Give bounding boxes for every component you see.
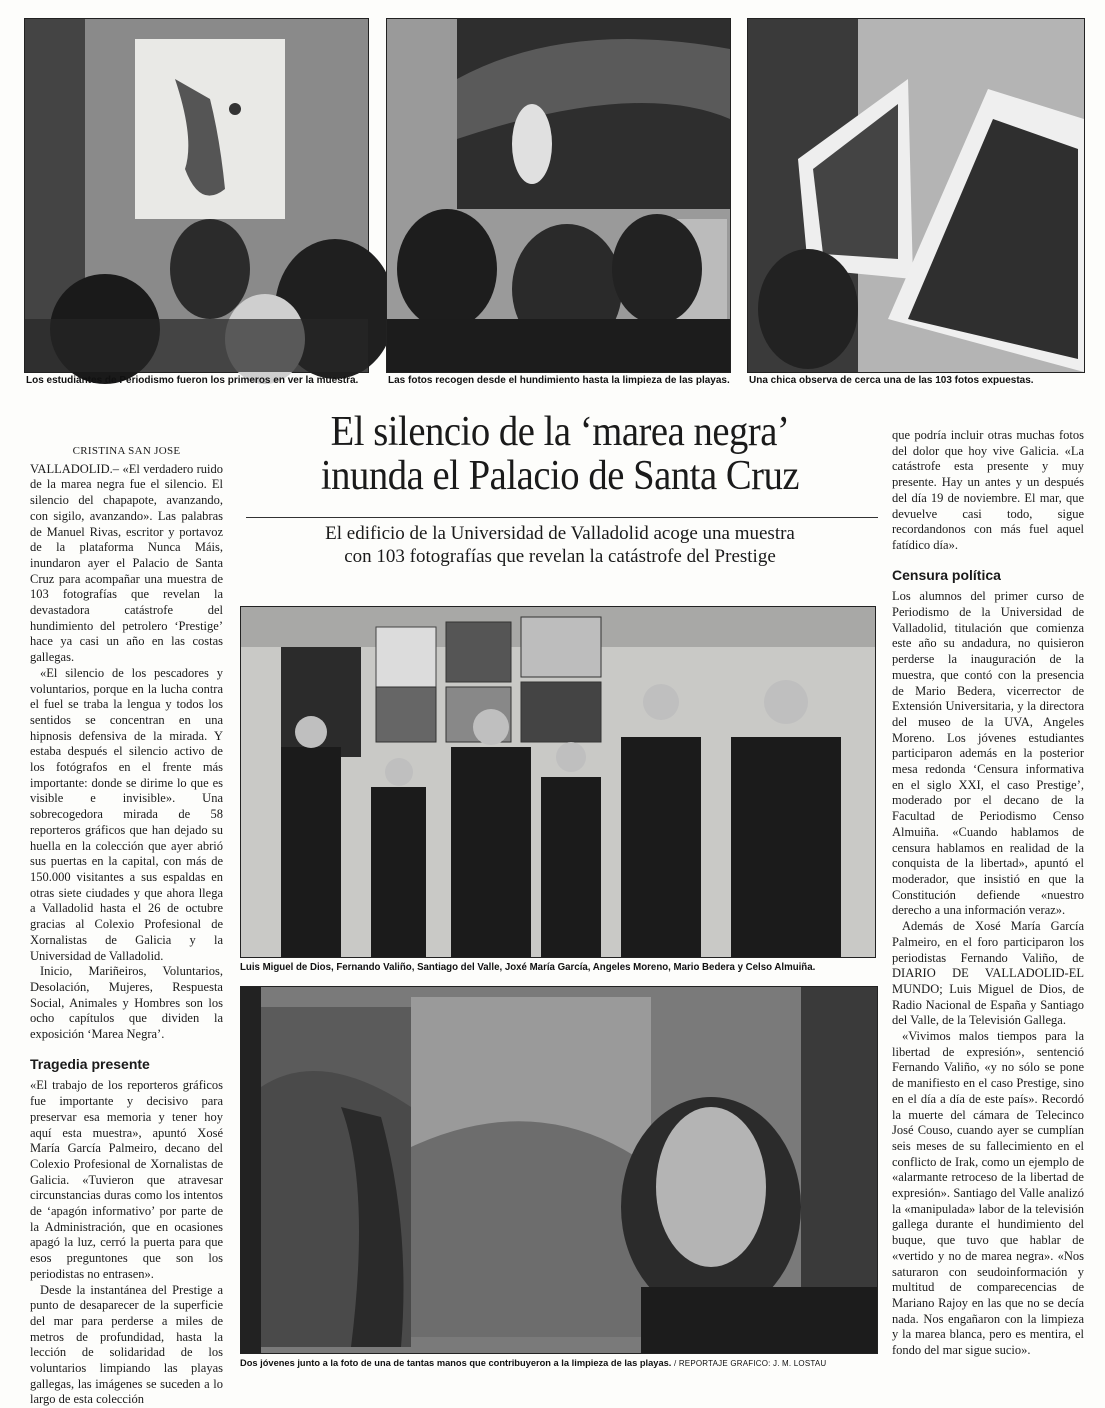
- photo-officials: [240, 606, 876, 958]
- subhead-tragedia: Tragedia presente: [30, 1055, 150, 1072]
- photo-exhibition: [386, 18, 731, 373]
- paragraph-3: Inicio, Mariñeiros, Voluntarios, Desolación, Mujeres, Respuesta Social, Animales y Hombres son los ocho capítulos que dividen la exposición ‘Marea Negra’.: [30, 964, 223, 1042]
- subtitle: [240, 522, 880, 568]
- photo-girl-observing: [747, 18, 1085, 373]
- paragraph-6: que podría incluir otras muchas fotos del dolor que hoy vive Galicia. «La catástrofe esta presente y muy presente. Hay un antes y un después del día 19 de noviembre. El mar, que devuelve casi todo, sigue recordandonos con más fuel aquel fatídico día».: [892, 428, 1084, 552]
- headline-line-1: El silencio de la ‘marea negra’: [330, 409, 790, 455]
- article-column-3: [892, 428, 1084, 1380]
- byline: CRISTINA SAN JOSE: [72, 445, 181, 457]
- headline-line-2: inunda el Palacio de Santa Cruz: [320, 453, 800, 499]
- paragraph-7: Los alumnos del primer curso de Periodismo de la Universidad de Valladolid, titulación que comienza este año su andadura, no quisieron perderse la inauguración de la muestra, que contó con la presencia de Mario Bedera, vicerrector de Extensión Universitaria, y la directora del museo de la UVA, Angeles Moreno. Los jóvenes estudiantes participaron además en la posterior mesa redonda ‘Censura informativa en el siglo XXI, el caso Prestige’, moderado por el decano de la Facultad de Periodismo Censo Almuiña. «Cuando hablamos de censura hablamos en realidad de la conquista de la libertad», apuntó el moderador, que insistió en que la Constitución defiende «nuestro derecho a una información veraz».: [892, 589, 1084, 918]
- caption-photo-1: Los estudiantes de Periodismo fueron los primeros en ver la muestra.: [26, 375, 359, 386]
- headline-rule: [246, 517, 878, 518]
- paragraph-5: Desde la instantánea del Prestige a punto de desaparecer de la superficie del mar para perderse a miles de metros de profundidad, hasta la lección de solidaridad de los voluntarios limpiando las playas gallegas, las imágenes se suceden a lo largo de esta colección: [30, 1282, 223, 1407]
- paragraph-8: Además de Xosé María García Palmeiro, en el foro participaron los periodistas Fernando Valiño, de DIARIO DE VALLADOLID-EL MUNDO; Luis Miguel de Dios, de Radio Nacional de España y Santiago del Valle, de la Televisión Gallega.: [892, 919, 1084, 1028]
- caption-photo-4: Luis Miguel de Dios, Fernando Valiño, Santiago del Valle, Joxé María García, Angeles Moreno, Mario Bedera y Celso Almuiña.: [240, 962, 816, 973]
- paragraph-9: «Vivimos malos tiempos para la libertad de expresión», sentenció Fernando Valiño, «y no sólo se pone de manifiesto en el caso Prestige, sino en el día a día de este país». Recordó la muerte del cámara de Telecinco José Couso, cuando ayer se cumplían seis meses de su fallecimiento en el conflicto de Irak, como un ejemplo de «alarmante retroceso de la libertad de expresión». Santiago del Valle analizó la «manipulada» labor de la televisión gallega durante el hundimiento del buque, que tuvo que hablar de «vertido y no de marea negra». «Nos saturaron con seudoinformación y multitud de comparecencias de Mariano Rajoy en las que no se decía nada. Nos engañaron con la limpieza y la marea blanca, pero es mentira, el fondo del mar sigue sucio».: [892, 1029, 1084, 1358]
- photo-credit: / REPORTAJE GRAFICO: J. M. LOSTAU: [673, 1359, 827, 1368]
- photo-students: [24, 18, 369, 373]
- caption-photo-5-text: Dos jóvenes junto a la foto de una de tantas manos que contribuyeron a la limpieza de las playas.: [240, 1358, 672, 1368]
- caption-photo-5: [240, 1357, 880, 1370]
- headline: [266, 410, 855, 498]
- subhead-censura: Censura política: [892, 566, 1001, 583]
- subtitle-line-1: El edificio de la Universidad de Valladolid acoge una muestra: [325, 523, 795, 544]
- caption-photo-2: Las fotos recogen desde el hundimiento hasta la limpieza de las playas.: [388, 375, 730, 386]
- lead-paragraph: [30, 462, 223, 666]
- subtitle-line-2: con 103 fotografías que revelan la catástrofe del Prestige: [344, 546, 776, 567]
- paragraph-4: «El trabajo de los reporteros gráficos fue importante y decisivo para preservar esa memoria y tener hoy aquí esta muestra», apuntó Xosé María García Palmeiro, decano del Colexio Profesional de Xornalistas de Galicia. «Tuvieron que atravesar circunstancias duras como los intentos de ‘apagón informativo’ por parte de la Administración, que en ocasiones apagó la luz, cerró la puerta para que esos preguntones que son los periodistas no entrasen».: [30, 1078, 223, 1281]
- paragraph-1: «El verdadero ruido de la marea negra fue el silencio. El silencio del chapapote, avanzando, con sigilo, avanzando». Las palabras de Manuel Rivas, escritor y portavoz de la plataforma Nunca Máis, inundaron ayer el Palacio de Santa Cruz para acompañar una muestra de 103 fotografías que revelan la devastadora catástrofe del hundimiento del petrolero ‘Prestige’ hace ya casi un año en las costas gallegas.: [30, 461, 224, 665]
- photo-young-people: [240, 986, 878, 1354]
- paragraph-2: «El silencio de los pescadores y voluntarios, porque en la lucha contra el fuel se traba la lengua y todos los sentidos se concentran en una hipnosis defensiva de la mirada. Y estaba después el silencio activo de los fotógrafos en el frente más importante: donde se dirime lo que es visible e invisible». Una sobrecogedora mirada de 58 reporteros gráficos que han dejado su huella en la colección que ayer abrió sus puertas en la capital, con más de 150.000 visitantes a sus espaldas en otras siete ciudades y que ahora llega a Valladolid hasta el 26 de octubre gracias al Colexio Profesional de Xornalistas de Galicia y la Universidad de Valladolid.: [30, 665, 223, 963]
- dateline: VALLADOLID.–: [30, 461, 119, 476]
- article-column-1: [30, 444, 224, 1407]
- caption-photo-3: Una chica observa de cerca una de las 103 fotos expuestas.: [749, 375, 1034, 386]
